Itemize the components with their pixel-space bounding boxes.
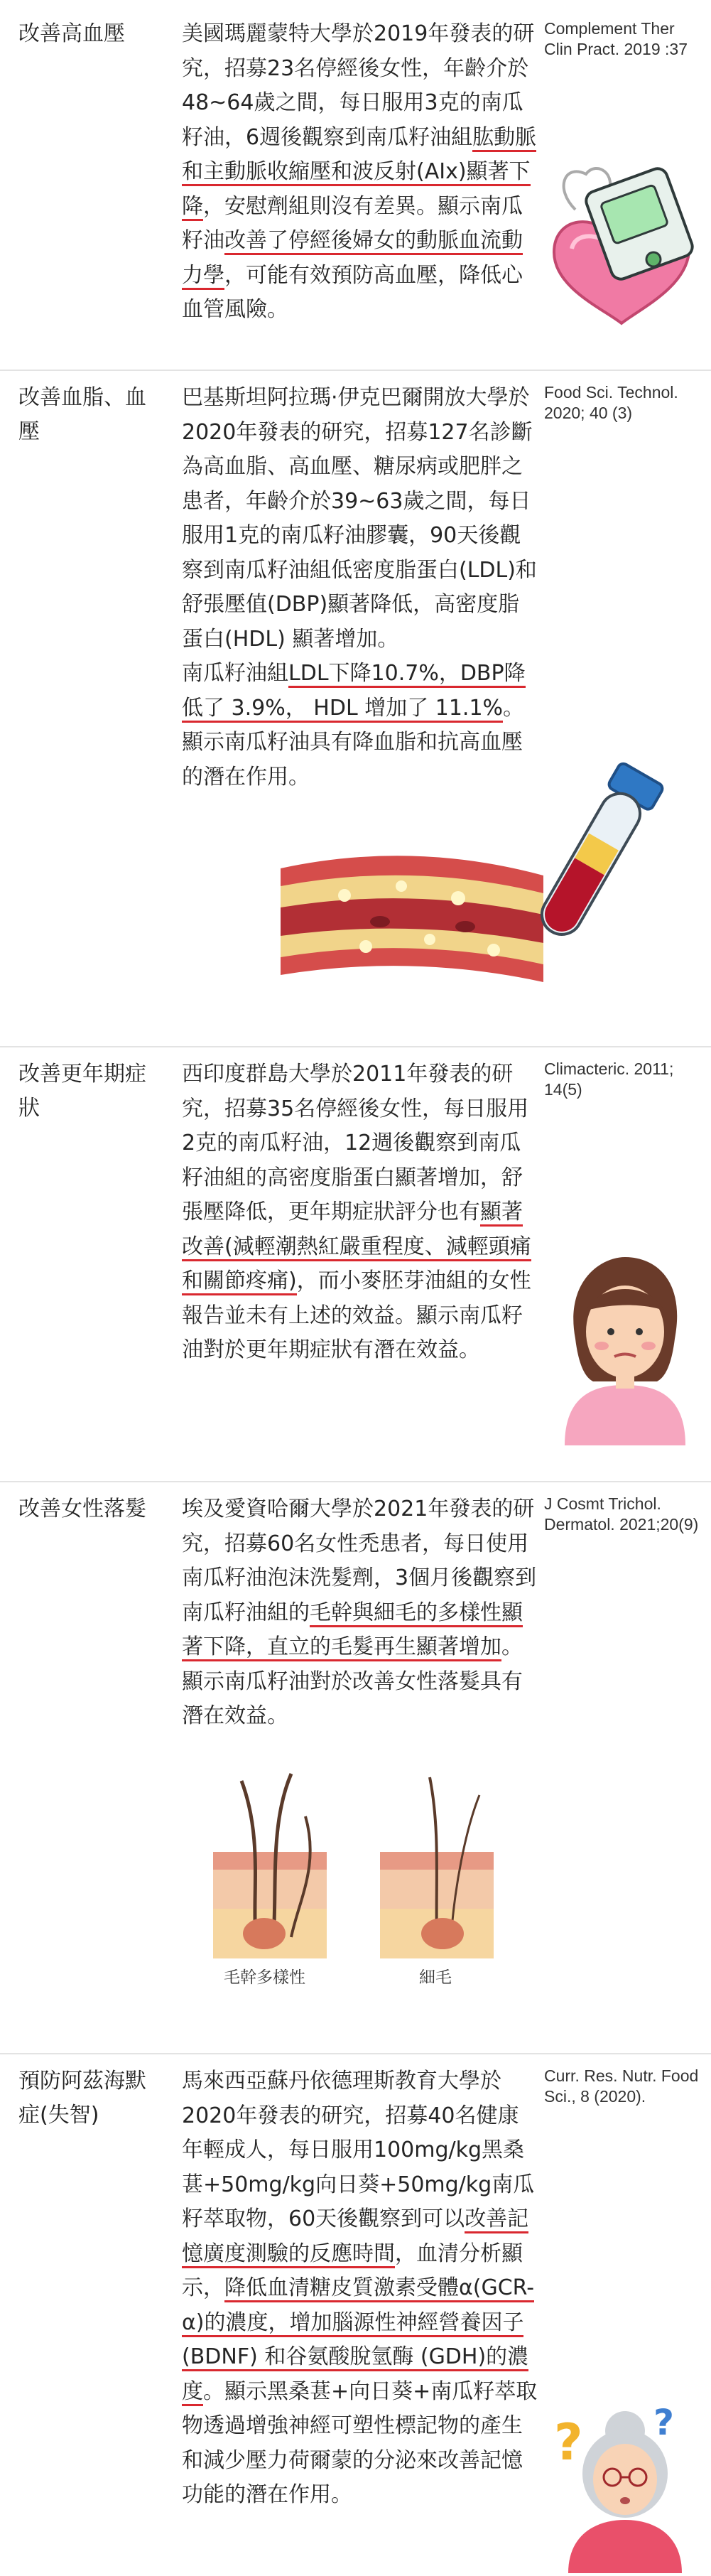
highlight-text: 改善了停經後婦女的動脈血流動力學 [182, 228, 523, 290]
row-menopause [0, 1046, 711, 1482]
study-description: 美國瑪麗蒙特大學於2019年發表的研究，招募23名停經後女性，年齡介於 48~64歲之間，每日服用3克的南瓜籽油，6週後觀察到南瓜籽油組肱動脈和主動脈收縮壓和波反射(AIx)顯著下降，安慰劑組則沒有差異。顯示南瓜籽油改善了停經後婦女的動脈血流動力學，可能有效預防高血壓，降低心血管風險。 [182, 21, 537, 322]
effect-label: 改善更年期症狀 [18, 1062, 146, 1121]
effect-label: 改善女性落髮 [18, 1497, 146, 1521]
study-description: 巴基斯坦阿拉瑪·伊克巴爾開放大學於2020年發表的研究，招募127名診斷為高血脂、高血壓、糖尿病或肥胖之患者，年齡介於39~63歲之間，每日服用1克的南瓜籽油膠囊，90天後觀察到南瓜籽油組低密度脂蛋白(LDL)和舒張壓值(DBP)顯著降低，高密度脂蛋白(HDL) 顯著增加。 南瓜籽油組LDL下降10.7%，DBP降低了 3.9%， HDL 增加了 11.1%。顯示南瓜籽油具有降血脂和抗高血壓的潛在作用。 [182, 385, 537, 789]
effect-label: 預防阿茲海默症(失智) [18, 2069, 146, 2128]
reference: Climacteric. 2011; 14(5) [544, 1060, 674, 1099]
highlight-text: 毛幹與細毛的多樣性顯著下降，直立的毛髮再生顯著增加 [182, 1600, 523, 1662]
caption-fine-hair: 細毛 [419, 1968, 452, 1987]
study-description: 埃及愛資哈爾大學於2021年發表的研究，招募60名女性禿患者，每日使用南瓜籽油泡沫洗髮劑，3個月後觀察到南瓜籽油組的毛幹與細毛的多樣性顯著下降，直立的毛髮再生顯著增加。顯示南瓜籽油對於改善女性落髮具有潛在效益。 [182, 1497, 537, 1728]
row-hair-loss [0, 1481, 711, 2054]
highlight-text: 顯著改善(減輕潮熱紅嚴重程度、減輕頭痛和關節疼痛) [182, 1200, 531, 1295]
row-lipids-bp [0, 370, 711, 1047]
reference: Complement Ther Clin Pract. 2019 :37 [544, 19, 688, 58]
row-hypertension [0, 0, 711, 370]
reference: Food Sci. Technol. 2020; 40 (3) [544, 383, 678, 422]
study-description: 西印度群島大學於2011年發表的研究，招募35名停經後女性，每日服用2克的南瓜籽油，12週後觀察到南瓜籽油組的高密度脂蛋白顯著增加，舒張壓降低，更年期症狀評分也有顯著改善(減輕潮熱紅嚴重程度、減輕頭痛和關節疼痛)，而小麥胚芽油組的女性報告並未有上述的效益。顯示南瓜籽油對於更年期症狀有潛在效益。 [182, 1062, 531, 1362]
svg-text:?: ? [653, 2402, 675, 2443]
svg-text:?: ? [554, 2413, 583, 2472]
row-alzheimers [0, 2053, 711, 2576]
woman-headache-illustration [550, 1254, 700, 1445]
highlight-text: 降低血清糖皮質激素受體α(GCR-α)的濃度，增加腦源性神經營養因子 (BDNF) 和谷氨酸脫氫酶 (GDH)的濃度 [182, 2275, 534, 2406]
effect-label: 改善血脂、血壓 [18, 385, 146, 444]
highlight-text: 改善記憶廣度測驗的反應時間 [182, 2206, 528, 2268]
hair-follicle-diversity-illustration [213, 1767, 327, 1958]
reference: J Cosmt Trichol. Dermatol. 2021;20(9) [544, 1494, 699, 1534]
highlight-text: 肱動脈和主動脈收縮壓和波反射(AIx)顯著下降 [182, 125, 536, 221]
blood-pressure-monitor-illustration [547, 160, 696, 327]
caption-hair-shaft-diversity: 毛幹多樣性 [224, 1968, 305, 1987]
fine-hair-illustration [380, 1767, 494, 1958]
highlight-text: LDL下降10.7%，DBP降低了 3.9%， HDL 增加了 11.1% [182, 661, 526, 723]
confused-elderly-woman-illustration [547, 2396, 700, 2573]
reference: Curr. Res. Nutr. Food Sci., 8 (2020). [544, 2066, 699, 2106]
effect-label: 改善高血壓 [18, 21, 125, 46]
artery-plaque-illustration [281, 847, 543, 989]
blood-test-tube-illustration [511, 748, 675, 961]
study-description: 馬來西亞蘇丹依德理斯教育大學於2020年發表的研究，招募40名健康年輕成人，每日服用100mg/kg黑桑葚+50mg/kg向日葵+50mg/kg南瓜籽萃取物，60天後觀察到可以改善記憶廣度測驗的反應時間，血清分析顯示，降低血清糖皮質激素受體α(GCR-α)的濃度，增加腦源性神經營養因子 (BDNF) 和谷氨酸脫氫酶 (GDH)的濃度。顯示黑桑葚+向日葵+南瓜籽萃取物透過增強神經可塑性標記物的產生和減少壓力荷爾蒙的分泌來改善記憶功能的潛在作用。 [182, 2069, 538, 2507]
